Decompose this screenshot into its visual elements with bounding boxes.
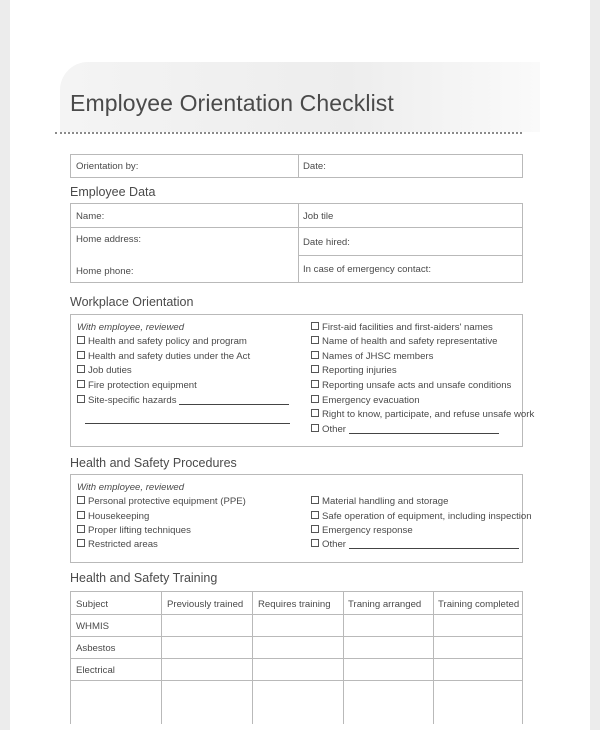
home-phone-label: Home phone: [76, 266, 134, 277]
fill-in-line[interactable] [349, 425, 499, 434]
checkbox-item[interactable]: Restricted areas [77, 539, 158, 550]
employee-data-heading: Employee Data [70, 185, 156, 199]
checkbox-item[interactable]: Job duties [77, 365, 132, 376]
checkbox-icon [77, 539, 85, 547]
name-label: Name: [76, 211, 105, 222]
checkbox-icon [311, 525, 319, 533]
checkbox-item[interactable]: Right to know, participate, and refuse unsafe work [311, 409, 534, 420]
checkbox-icon [311, 496, 319, 504]
column-header-subject: Subject [76, 599, 108, 610]
column-header-requires-training: Requires training [258, 599, 331, 610]
home-address-label: Home address: [76, 234, 142, 245]
checkbox-item[interactable]: Proper lifting techniques [77, 525, 191, 536]
checkbox-item[interactable]: Material handling and storage [311, 496, 448, 507]
workplace-intro: With employee, reviewed [77, 322, 185, 333]
employee-data-table [70, 203, 523, 283]
procedures-box [70, 474, 532, 563]
checkbox-icon [77, 380, 85, 388]
checkbox-item[interactable]: Safe operation of equipment, including inspection [311, 511, 532, 522]
table-row-subject: WHMIS [76, 621, 110, 632]
checkbox-icon [77, 525, 85, 533]
document-page [10, 0, 590, 730]
training-table [70, 591, 523, 724]
checkbox-icon [77, 336, 85, 344]
checkbox-item[interactable]: Reporting unsafe acts and unsafe conditions [311, 380, 511, 391]
column-header-previously-trained: Previously trained [167, 599, 244, 610]
checkbox-item[interactable]: First-aid facilities and first-aiders' names [311, 322, 493, 333]
column-header-training-completed: Training completed [438, 599, 520, 610]
dotted-divider [55, 132, 522, 134]
job-title-label: Job tile [303, 211, 334, 222]
checkbox-icon [311, 365, 319, 373]
checkbox-item[interactable]: Site-specific hazards [77, 395, 289, 406]
column-header-training-arranged: Traning arranged [348, 599, 422, 610]
orientation-box [70, 154, 523, 178]
checkbox-item[interactable]: Fire protection equipment [77, 380, 197, 391]
emergency-contact-label: In case of emergency contact: [303, 264, 431, 275]
checkbox-icon [311, 380, 319, 388]
checkbox-icon [311, 395, 319, 403]
workplace-orientation-heading: Workplace Orientation [70, 295, 194, 309]
checkbox-icon [311, 409, 319, 417]
checkbox-icon [311, 322, 319, 330]
checkbox-icon [311, 351, 319, 359]
checkbox-icon [311, 511, 319, 519]
date-label: Date: [303, 161, 326, 172]
checkbox-item[interactable]: Health and safety duties under the Act [77, 351, 250, 362]
fill-in-line[interactable] [85, 423, 290, 424]
checkbox-item[interactable]: Name of health and safety representative [311, 336, 497, 347]
training-heading: Health and Safety Training [70, 571, 218, 585]
checkbox-item[interactable]: Emergency evacuation [311, 395, 420, 406]
checkbox-item[interactable]: Reporting injuries [311, 365, 397, 376]
checkbox-icon [77, 395, 85, 403]
checkbox-item[interactable]: Health and safety policy and program [77, 336, 247, 347]
checkbox-icon [311, 424, 319, 432]
checkbox-item[interactable]: Emergency response [311, 525, 413, 536]
checkbox-icon [77, 511, 85, 519]
checkbox-icon [311, 539, 319, 547]
fill-in-line[interactable] [179, 396, 289, 405]
checkbox-icon [77, 351, 85, 359]
date-hired-label: Date hired: [303, 237, 350, 248]
checkbox-item[interactable]: Other [311, 539, 519, 550]
workplace-orientation-box [70, 314, 535, 447]
procedures-intro: With employee, reviewed [77, 482, 185, 493]
fill-in-line[interactable] [349, 540, 519, 549]
orientation-by-label: Orientation by: [76, 161, 139, 172]
procedures-heading: Health and Safety Procedures [70, 456, 237, 470]
checkbox-item[interactable]: Other [311, 424, 499, 435]
page-title: Employee Orientation Checklist [70, 90, 394, 116]
checkbox-icon [311, 336, 319, 344]
table-row-subject: Electrical [76, 665, 115, 676]
checkbox-icon [77, 496, 85, 504]
checkbox-item[interactable]: Names of JHSC members [311, 351, 433, 362]
checkbox-item[interactable]: Housekeeping [77, 511, 149, 522]
table-row-subject: Asbestos [76, 643, 116, 654]
checkbox-icon [77, 365, 85, 373]
checkbox-item[interactable]: Personal protective equipment (PPE) [77, 496, 246, 507]
